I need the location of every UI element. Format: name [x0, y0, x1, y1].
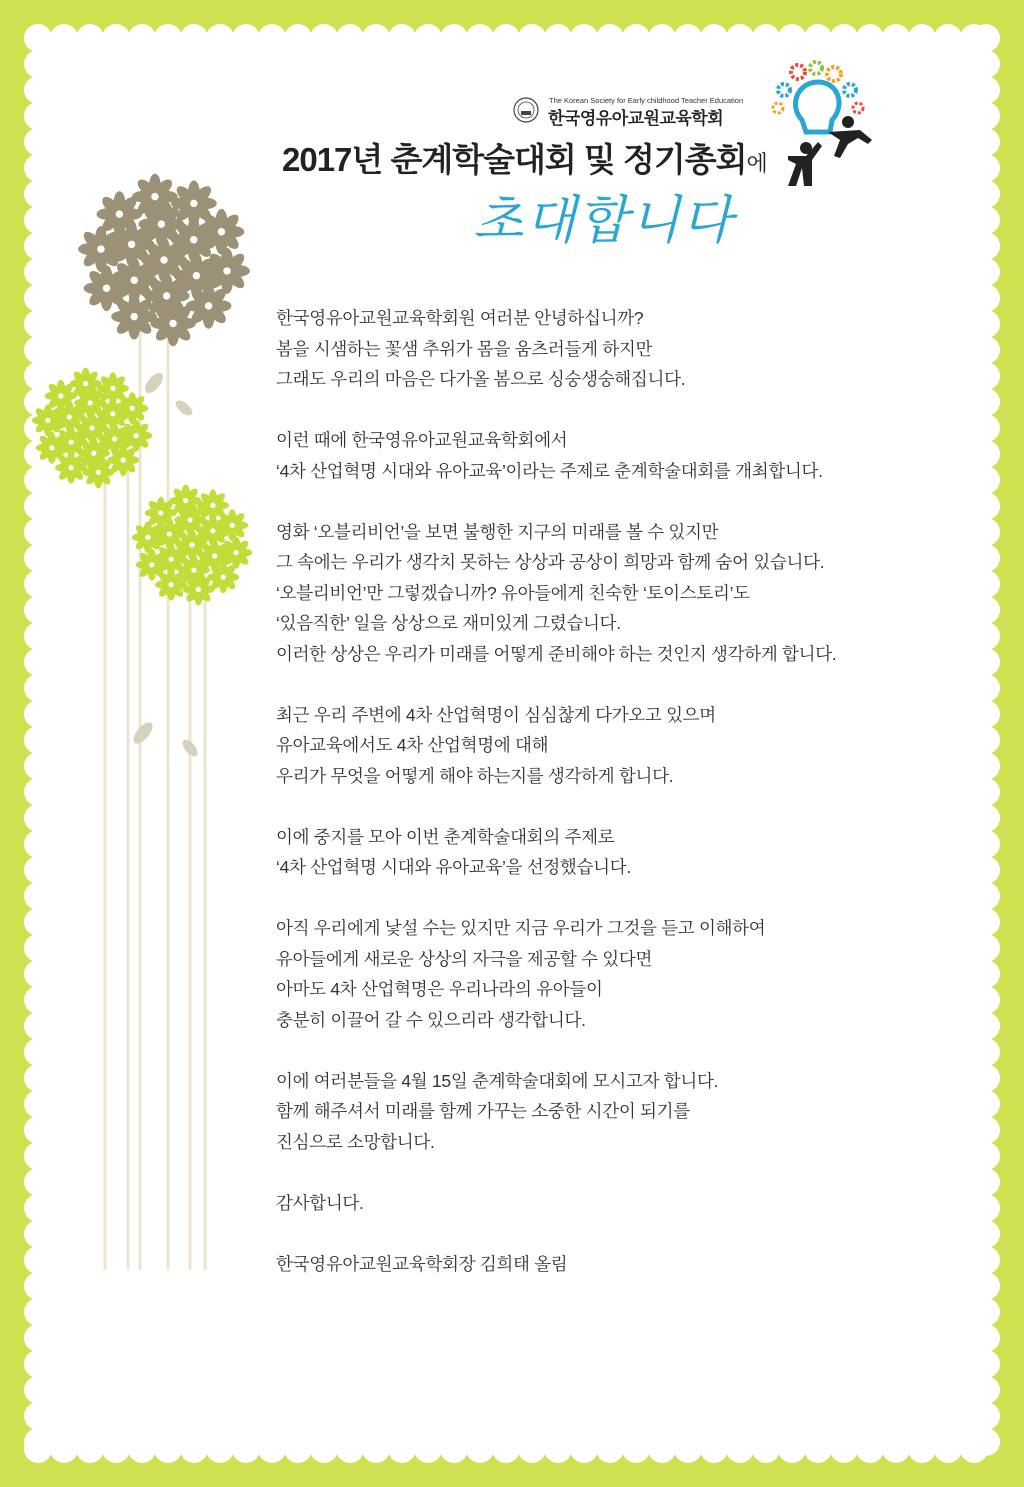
- letter-line: 한국영유아교원교육학회원 여러분 안녕하십니까?: [276, 308, 644, 328]
- org-name-korean: 한국영유아교원교육학회: [548, 109, 724, 128]
- letter-line: 우리가 무엇을 어떻게 해야 하는지를 생각하게 합니다.: [276, 765, 674, 786]
- org-name-english: The Korean Society for Early childhood Teacher Education: [549, 96, 744, 105]
- letter-line: 감사합니다.: [276, 1192, 364, 1213]
- letter-line: 영화 ‘오블리비언’을 보면 불행한 지구의 미래를 볼 수 있지만: [276, 521, 719, 542]
- green-flower-icon: [32, 368, 152, 489]
- invitation-heading: 초대합니다: [473, 191, 735, 251]
- lightbulb-gears-icon: [768, 60, 878, 200]
- letter-line: 진심으로 소망합니다.: [276, 1131, 435, 1152]
- letter-line: 충분히 이끌어 갈 수 있으리라 생각합니다.: [276, 1009, 586, 1030]
- leaf-icon: [130, 719, 156, 747]
- letter-line: 그래도 우리의 마음은 다가올 봄으로 싱숭생숭해집니다.: [276, 369, 686, 389]
- flower-decoration: [30, 170, 290, 1270]
- page-title-main: 2017년 춘계학술대회 및 정기총회: [282, 141, 747, 178]
- green-flower-icon: [132, 485, 252, 606]
- letter-line: 함께 해주셔서 미래를 함께 가꾸는 소중한 시간이 되기를: [276, 1101, 690, 1121]
- letter-line: 이에 여러분들을 4월 15일 춘계학술대회에 모시고자 합니다.: [276, 1070, 719, 1091]
- letter-paragraph: [276, 1066, 956, 1158]
- page-title: [282, 134, 767, 181]
- letter-line: 유아들에게 새로운 상상의 자극을 제공할 수 있다면: [276, 948, 653, 969]
- letter-line: ‘오블리비언’만 그렇겠습니까? 유아들에게 친숙한 ‘토이스토리’도: [276, 582, 750, 603]
- society-seal-icon: [513, 97, 539, 123]
- leaf-icon: [173, 398, 195, 419]
- letter-line: ‘4차 산업혁명 시대와 유아교육’이라는 주제로 춘계학술대회를 개최합니다.: [276, 460, 823, 481]
- letter-line: 이에 중지를 모아 이번 춘계학술대회의 주제로: [276, 826, 615, 847]
- letter-paragraph: [276, 303, 956, 395]
- leaf-icon: [142, 370, 167, 396]
- page-title-suffix: 에: [746, 151, 767, 176]
- letter-line: 유아교육에서도 4차 산업혁명에 대해: [276, 735, 549, 755]
- letter-line: ‘4차 산업혁명 시대와 유아교육’을 선정했습니다.: [276, 857, 631, 877]
- gray-flower-icon: [78, 174, 250, 346]
- letter-paragraph: [276, 425, 956, 486]
- letter-line: 아마도 4차 산업혁명은 우리나라의 유아들이: [276, 979, 603, 999]
- letter-line: 이러한 상상은 우리가 미래를 어떻게 준비해야 하는 것인지 생각하게 합니다.: [276, 643, 837, 664]
- letter-paragraph: [276, 822, 956, 883]
- letter-paragraph: [276, 700, 956, 792]
- letter-body: [276, 303, 956, 1310]
- letter-line: 봄을 시샘하는 꽃샘 추위가 몸을 움츠러들게 하지만: [276, 338, 653, 359]
- letter-line: 그 속에는 우리가 생각치 못하는 상상과 공상이 희망과 함께 숨어 있습니다.: [276, 552, 825, 572]
- letter-paragraph: [276, 517, 956, 670]
- letter-paragraph: [276, 913, 956, 1035]
- letter-line: 아직 우리에게 낯설 수는 있지만 지금 우리가 그것을 듣고 이해하여: [276, 918, 766, 938]
- letter-line: 이런 때에 한국영유아교원교육학회에서: [276, 430, 568, 450]
- letter-paragraph: [276, 1188, 956, 1219]
- letter-paragraph: [276, 1249, 956, 1280]
- letter-line: ‘있음직한’ 일을 상상으로 재미있게 그렸습니다.: [276, 613, 621, 633]
- letter-line: 최근 우리 주변에 4차 산업혁명이 심심찮게 다가오고 있으며: [276, 704, 716, 725]
- letter-line: 한국영유아교원교육학회장 김희태 올림: [276, 1253, 568, 1274]
